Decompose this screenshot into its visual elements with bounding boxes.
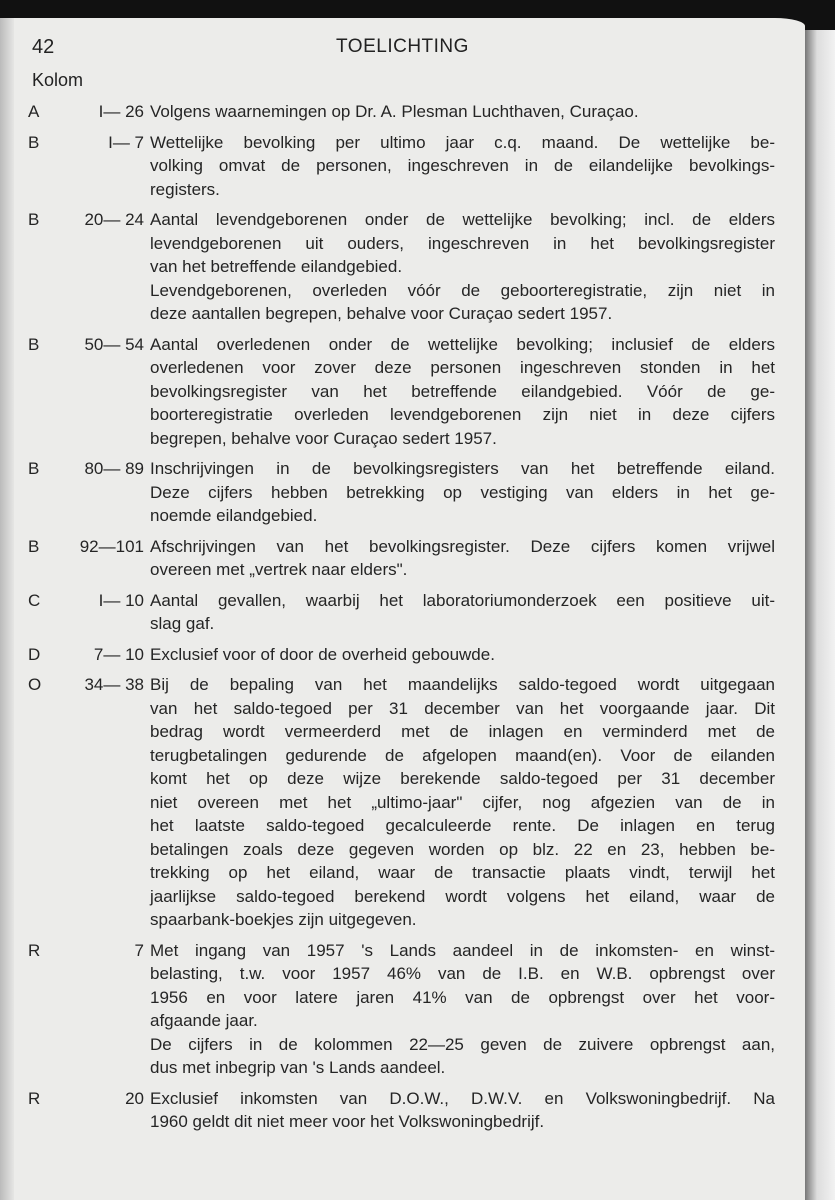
text-line: betalingen zoals deze gegeven worden op blz. 22 en 23, hebben be- bbox=[150, 839, 775, 859]
table-key: R bbox=[28, 1088, 41, 1108]
page-number: 42 bbox=[32, 36, 55, 58]
text-line: 1956 en voor latere jaren 41% van de opbrengst over het voor- bbox=[150, 987, 775, 1007]
column-reference bbox=[28, 939, 146, 963]
note-entry bbox=[28, 1087, 788, 1134]
text-line: bevolkingsregister van het betreffende eilandgebied. Vóór de ge- bbox=[150, 381, 775, 401]
text-line: volking omvat de personen, ingeschreven in de eilandelijke bevolkings- bbox=[150, 156, 775, 175]
note-text bbox=[150, 100, 775, 124]
text-line: Exclusief voor of door de overheid gebouwde. bbox=[150, 644, 495, 664]
text-line: niet overeen met het „ultimo-jaar" cijfer, nog afgezien van de in bbox=[150, 792, 775, 812]
page-edge bbox=[805, 30, 835, 1200]
note-text bbox=[150, 457, 775, 528]
note-text bbox=[150, 643, 775, 667]
column-range: 20 bbox=[125, 1088, 144, 1108]
column-range: 50— 54 bbox=[84, 334, 144, 354]
text-line: Aantal levendgeborenen onder de wettelijke bevolking; incl. de elders bbox=[150, 210, 775, 229]
table-key: B bbox=[28, 132, 40, 152]
note-text bbox=[150, 939, 775, 1080]
column-reference bbox=[28, 457, 146, 481]
text-line: trekking op het eiland, waar de transactie plaats vindt, terwijl het bbox=[150, 863, 775, 882]
text-line: 1960 geldt dit niet meer voor het Volkswoningbedrijf. bbox=[150, 1112, 545, 1131]
column-reference bbox=[28, 131, 146, 155]
column-range: 80— 89 bbox=[84, 459, 144, 478]
column-reference bbox=[28, 673, 146, 697]
book-gutter bbox=[0, 18, 14, 1200]
note-text bbox=[150, 535, 775, 582]
notes-list bbox=[28, 100, 788, 1141]
text-line: noemde eilandgebied. bbox=[150, 506, 318, 525]
text-line: jaarlijkse saldo-tegoed berekend wordt volgens het eiland, waar de bbox=[150, 886, 775, 906]
table-key: O bbox=[28, 675, 42, 694]
note-entry bbox=[28, 131, 788, 202]
column-reference bbox=[28, 208, 146, 232]
column-heading: Kolom bbox=[32, 70, 84, 90]
table-key: R bbox=[28, 940, 41, 960]
text-line: overledenen voor zover deze personen ingeschreven stonden in het bbox=[150, 358, 775, 377]
text-line: het laatste saldo-tegoed gecalculeerde rente. De inlagen en terug bbox=[150, 816, 775, 835]
column-reference bbox=[28, 535, 146, 559]
note-entry bbox=[28, 589, 788, 636]
text-line: terugbetalingen gedurende de afgelopen maand(en). Voor de eilanden bbox=[150, 745, 775, 765]
text-line: van het saldo-tegoed per 31 december van het voorgaande jaar. Dit bbox=[150, 698, 775, 718]
table-key: B bbox=[28, 334, 40, 354]
text-line: Deze cijfers hebben betrekking op vestiging van elders in het ge- bbox=[150, 482, 775, 502]
column-range: I— 10 bbox=[98, 590, 144, 610]
page-title: TOELICHTING bbox=[336, 36, 469, 57]
note-text bbox=[150, 333, 775, 451]
text-line: boorteregistratie overleden levendgeborenen zijn niet in deze cijfers bbox=[150, 405, 775, 424]
text-line: De cijfers in de kolommen 22—25 geven de zuivere opbrengst aan, bbox=[150, 1034, 775, 1054]
text-line: belasting, t.w. voor 1957 46% van de I.B. en W.B. opbrengst over bbox=[150, 964, 775, 983]
note-text bbox=[150, 1087, 775, 1134]
text-line: Aantal overledenen onder de wettelijke bevolking; inclusief de elders bbox=[150, 334, 775, 354]
text-line: Met ingang van 1957 's Lands aandeel in de inkomsten- en winst- bbox=[150, 940, 775, 960]
note-entry bbox=[28, 535, 788, 582]
column-reference bbox=[28, 589, 146, 613]
text-line: spaarbank-boekjes zijn uitgegeven. bbox=[150, 910, 417, 929]
column-range: 20— 24 bbox=[84, 210, 144, 229]
text-line: van het betreffende eilandgebied. bbox=[150, 257, 403, 276]
text-line: Exclusief inkomsten van D.O.W., D.W.V. en Volkswoningbedrijf. Na bbox=[150, 1088, 775, 1108]
note-text bbox=[150, 208, 775, 326]
text-line: afgaande jaar. bbox=[150, 1011, 258, 1030]
note-text bbox=[150, 673, 775, 932]
note-entry bbox=[28, 673, 788, 932]
text-line: Afschrijvingen van het bevolkingsregister. Deze cijfers komen vrijwel bbox=[150, 536, 775, 556]
text-line: Aantal gevallen, waarbij het laboratoriumonderzoek een positieve uit- bbox=[150, 590, 775, 610]
text-line: Bij de bepaling van het maandelijks saldo-tegoed wordt uitgegaan bbox=[150, 675, 775, 694]
column-reference bbox=[28, 333, 146, 357]
column-range: 92—101 bbox=[79, 536, 144, 556]
text-line: dus met inbegrip van 's Lands aandeel. bbox=[150, 1058, 446, 1077]
column-range: 7 bbox=[134, 940, 144, 960]
note-entry bbox=[28, 457, 788, 528]
column-range: I— 26 bbox=[98, 102, 144, 121]
table-key: D bbox=[28, 644, 41, 664]
text-line: overeen met „vertrek naar elders". bbox=[150, 560, 408, 579]
table-key: B bbox=[28, 210, 40, 229]
note-text bbox=[150, 589, 775, 636]
column-reference bbox=[28, 1087, 146, 1111]
text-line: registers. bbox=[150, 179, 220, 199]
note-text bbox=[150, 131, 775, 202]
text-line: slag gaf. bbox=[150, 614, 215, 633]
text-line: levendgeborenen uit ouders, ingeschreven in het bevolkingsregister bbox=[150, 233, 775, 253]
text-line: Wettelijke bevolking per ultimo jaar c.q. maand. De wettelijke be- bbox=[150, 132, 775, 152]
table-key: B bbox=[28, 459, 40, 478]
column-reference bbox=[28, 100, 146, 124]
text-line: deze aantallen begrepen, behalve voor Curaçao sedert 1957. bbox=[150, 304, 613, 323]
column-range: I— 7 bbox=[108, 132, 144, 152]
text-line: begrepen, behalve voor Curaçao sedert 1957. bbox=[150, 428, 497, 448]
text-line: bedrag wordt vermeerderd met de inlagen en verminderd met de bbox=[150, 722, 775, 741]
column-range: 7— 10 bbox=[93, 644, 144, 664]
note-entry bbox=[28, 208, 788, 326]
text-line: Volgens waarnemingen op Dr. A. Plesman Luchthaven, Curaçao. bbox=[150, 102, 639, 121]
table-key: A bbox=[28, 102, 40, 121]
table-key: C bbox=[28, 590, 41, 610]
note-entry bbox=[28, 939, 788, 1080]
note-entry bbox=[28, 643, 788, 667]
text-line: Inschrijvingen in de bevolkingsregisters van het betreffende eiland. bbox=[150, 459, 775, 478]
column-range: 34— 38 bbox=[84, 675, 144, 694]
text-line: Levendgeborenen, overleden vóór de geboorteregistratie, zijn niet in bbox=[150, 280, 775, 300]
text-line: komt het op deze wijze berekende saldo-tegoed per 31 december bbox=[150, 769, 775, 788]
column-reference bbox=[28, 643, 146, 667]
table-key: B bbox=[28, 536, 40, 556]
note-entry bbox=[28, 333, 788, 451]
note-entry bbox=[28, 100, 788, 124]
